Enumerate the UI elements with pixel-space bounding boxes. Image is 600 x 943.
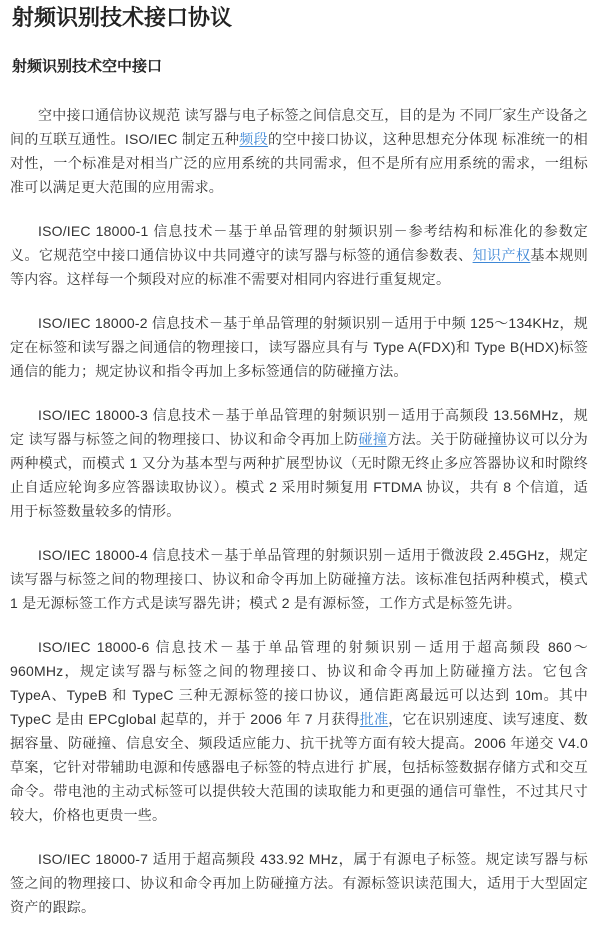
paragraph-iso-18000-6	[10, 635, 588, 827]
link-intellectual-property[interactable]: 知识产权	[472, 247, 531, 264]
paragraph-text: ISO/IEC 18000-6 信息技术－基于单品管理的射频识别－适用于超高频段 860～960MHz，规定读写器与标签之间的物理接口、协议和命令再加上防碰撞方法。它包含 TypeA、TypeB 和 TypeC 三种无源标签的接口协议，通信距离最远可以达到 10m。其中 TypeC 是由 EPCglobal 起草的，并于 2006 年 7 月获得	[10, 639, 588, 728]
paragraph-text: ISO/IEC 18000-2 信息技术－基于单品管理的射频识别－适用于中频 125～134KHz，规定在标签和读写器之间通信的物理接口，读写器应具有与 Type A(FDX)和 Type B(HDX)标签通信的能力；规定协议和指令再加上多标签通信的防碰撞方法。	[10, 315, 588, 380]
paragraph-iso-18000-1	[10, 219, 588, 291]
paragraph-iso-18000-3	[10, 403, 588, 523]
link-collision[interactable]: 碰撞	[358, 431, 388, 448]
link-frequency-band[interactable]: 频段	[239, 131, 269, 148]
paragraph-iso-18000-2	[10, 311, 588, 383]
paragraph-text: 基本规则等内容。这样每一个频段对应的标准不需要对相同内容进行重复规定。	[10, 247, 588, 288]
paragraph-text: 空中接口通信协议规范 读写器与电子标签之间信息交互，目的是为 不同厂家生产设备之间的互联互通性。ISO/IEC 制定五种	[10, 107, 588, 148]
paragraph-iso-18000-7	[10, 847, 588, 919]
paragraph-text: 方法。关于防碰撞协议可以分为两种模式，而模式 1 又分为基本型与两种扩展型协议（无时隙无终止多应答器协议和时隙终止自适应轮询多应答器读取协议）。模式 2 采用时频复用 FTDMA 协议，共有 8 个信道，适用于标签数量较多的情形。	[10, 431, 588, 520]
paragraph-text: ISO/IEC 18000-3 信息技术－基于单品管理的射频识别－适用于高频段 13.56MHz，规定 读写器与标签之间的物理接口、协议和命令再加上防	[10, 407, 588, 448]
document-title: 射频识别技术接口协议	[12, 5, 233, 30]
paragraph-text: ，它在识别速度、读写速度、数据容量、防碰撞、信息安全、频段适应能力、抗干扰等方面有较大提高。2006 年递交 V4.0 草案，它针对带辅助电源和传感器电子标签的特点进行 扩展，包括标签数据存储方式和交互命令。带电池的主动式标签可以提供较大范围的读取能力和更强的通信可靠性，不过其尺寸较大，价格也更贵一些。	[10, 711, 588, 824]
paragraph-text: ISO/IEC 18000-1 信息技术－基于单品管理的射频识别－参考结构和标准化的参数定义。它规范空中接口通信协议中共同遵守的读写器与标签的通信参数表、	[10, 223, 588, 264]
paragraph-text: ISO/IEC 18000-4 信息技术－基于单品管理的射频识别－适用于微波段 2.45GHz，规定读写器与标签之间的物理接口、协议和命令再加上防碰撞方法。该标准包括两种模式，模式 1 是无源标签工作方式是读写器先讲；模式 2 是有源标签，工作方式是标签先讲。	[10, 547, 588, 612]
paragraph-iso-18000-4	[10, 543, 588, 615]
link-approval[interactable]: 批准	[359, 711, 389, 728]
paragraph-air-interface-intro	[10, 103, 588, 199]
paragraph-text: ISO/IEC 18000-7 适用于超高频段 433.92 MHz，属于有源电子标签。规定读写器与标签之间的物理接口、协议和命令再加上防碰撞方法。有源标签识读范围大，适用于大型固定资产的跟踪。	[10, 851, 588, 916]
section-heading-air-interface: 射频识别技术空中接口	[12, 57, 163, 75]
paragraph-text: 的空中接口协议，这种思想充分体现 标准统一的相对性，一个标准是对相当广泛的应用系统的共同需求，但不是所有应用系统的需求，一组标准可以满足更大范围的应用需求。	[10, 131, 588, 196]
